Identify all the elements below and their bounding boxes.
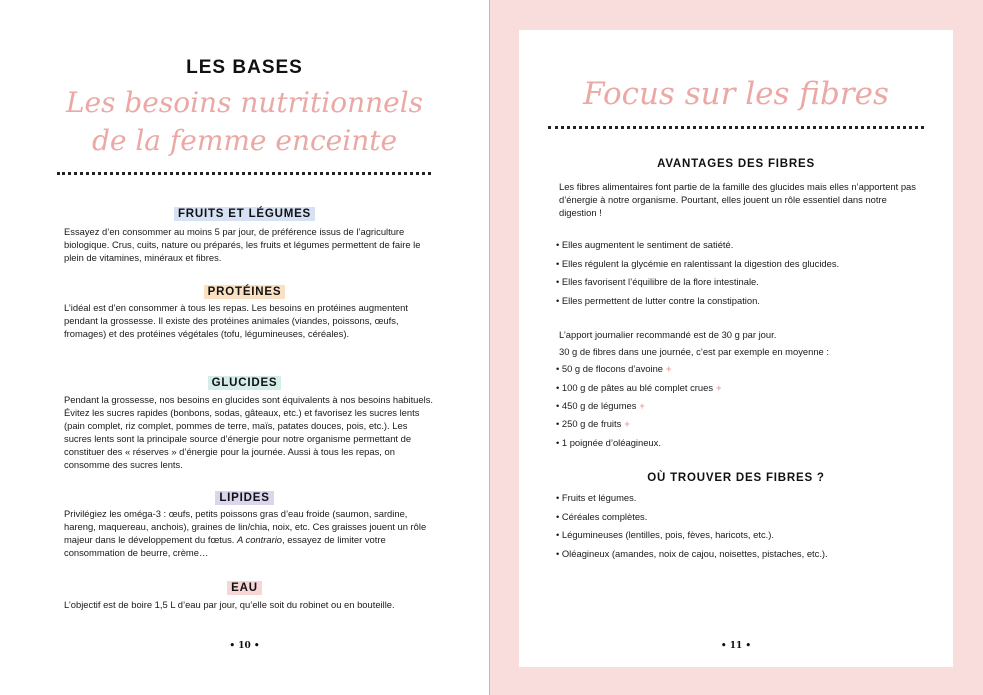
fiber-example-item	[556, 436, 936, 449]
section-heading-label: LIPIDES	[215, 491, 273, 505]
section-heading-label: EAU	[227, 581, 262, 595]
page-title-line-1: Les besoins nutritionnels	[65, 86, 424, 119]
dotted-divider	[57, 172, 431, 175]
section-heading-lipides	[0, 486, 489, 505]
daily-intake-text: L’apport journalier recommandé est de 30 g par jour.	[559, 329, 777, 340]
lipides-text-part-1: Privilégiez les oméga-3 : œufs, petits poissons gras d’eau froide (saumon, sardine, hareng, maquereau, anchois), graines de lin/chia, noix, etc. Ces graisses jouent un rôle majeur dans le développement du fœtus.	[64, 508, 427, 545]
lipides-text-part-2: , essayez de limiter votre consommation de beurre, crème…	[64, 534, 386, 558]
page-title	[0, 84, 489, 160]
example-text: • 450 g de légumes	[556, 400, 637, 411]
section-heading-glucides	[0, 371, 489, 390]
section-heading-proteines	[0, 280, 489, 299]
page-title-line-2: de la femme enceinte	[91, 124, 398, 157]
where-bullet: • Fruits et légumes.	[556, 492, 637, 503]
advantage-bullet: • Elles favorisent l’équilibre de la flore intestinale.	[556, 276, 759, 287]
page-number-right: • 11 •	[720, 641, 752, 651]
section-heading-label: FRUITS ET LÉGUMES	[174, 207, 315, 221]
fiber-example-item	[556, 399, 936, 412]
where-bullet: • Oléagineux (amandes, noix de cajou, noisettes, pistaches, etc.).	[556, 548, 828, 559]
example-text: • 1 poignée d’oléagineux.	[556, 437, 661, 448]
dotted-divider	[548, 126, 924, 129]
section-heading-label: GLUCIDES	[208, 376, 282, 390]
fiber-example-item	[556, 362, 936, 375]
fiber-example-item	[556, 417, 936, 430]
page-kicker: LES BASES	[186, 57, 303, 78]
example-text: • 100 g de pâtes au blé complet crues	[556, 382, 714, 393]
section-heading-eau	[0, 576, 489, 595]
page-number-left: • 10 •	[229, 641, 260, 651]
lipides-text-italic: A contrario	[237, 534, 282, 545]
fiber-example-item	[556, 381, 936, 394]
right-page	[490, 0, 983, 695]
where-bullet: • Céréales complètes.	[556, 511, 648, 522]
advantages-intro: Les fibres alimentaires font partie de la famille des glucides mais elles n’apportent pas d’énergie à notre organisme. Pourtant, elles jouent un rôle essentiel dans notre digestion !	[559, 181, 916, 218]
left-page	[0, 0, 490, 695]
focus-title: Focus sur les fibres	[583, 76, 889, 112]
plus-icon: +	[716, 382, 722, 393]
advantage-bullet: • Elles permettent de lutter contre la constipation.	[556, 295, 760, 306]
where-bullet: • Légumineuses (lentilles, pois, fèves, haricots, etc.).	[556, 529, 774, 540]
section-text-proteines: L’idéal est d’en consommer à tous les repas. Les besoins en protéines augmentent pendant la grossesse. Il existe des protéines animales (viandes, poissons, œufs, fromages) et des protéines végétales (tofu, légumineuses, céréales).	[64, 302, 408, 339]
plus-icon: +	[666, 363, 672, 374]
section-heading-fruits	[0, 202, 489, 221]
section-text-eau: L’objectif est de boire 1,5 L d’eau par jour, qu’elle soit du robinet ou en bouteille.	[64, 599, 395, 610]
right-page-card	[519, 30, 953, 667]
example-text: • 250 g de fruits	[556, 418, 622, 429]
plus-icon: +	[639, 400, 645, 411]
plus-icon: +	[624, 418, 630, 429]
section-text-glucides: Pendant la grossesse, nos besoins en glucides sont équivalents à nos besoins habituels. Évitez les sucres rapides (bonbons, sodas, gâteaux, etc.) et favorisez les sucres lents (pain complet, riz complet, pommes de terre, maïs, patates douces, pois, etc.). Les sucres lents sont la principale source d’énergie pour notre organisme permettant de constituer des « réserves » d’énergie pour la journée. Aussi à tous les repas, on consomme des sucres lents.	[64, 394, 433, 470]
advantage-bullet: • Elles augmentent le sentiment de satiété.	[556, 239, 734, 250]
advantage-bullet: • Elles régulent la glycémie en ralentissant la digestion des glucides.	[556, 258, 840, 269]
section-text-lipides	[64, 507, 436, 559]
advantages-heading: AVANTAGES DES FIBRES	[657, 158, 815, 170]
where-heading: OÙ TROUVER DES FIBRES ?	[647, 472, 825, 484]
section-heading-label: PROTÉINES	[204, 285, 286, 299]
section-text-fruits: Essayez d’en consommer au moins 5 par jour, de préférence issus de l’agriculture biologique. Crus, cuits, nature ou préparés, les fruits et légumes permettent de faire le plein de vitamines, minéraux et fibres.	[64, 226, 421, 263]
daily-example-intro: 30 g de fibres dans une journée, c’est par exemple en moyenne :	[559, 346, 829, 357]
example-text: • 50 g de flocons d’avoine	[556, 363, 664, 374]
